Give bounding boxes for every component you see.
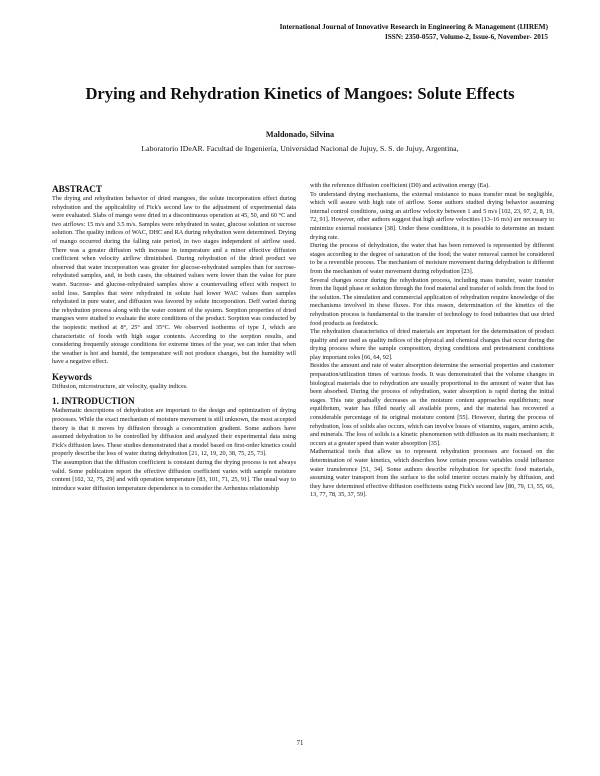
abstract-text: The drying and rehydration behavior of dried mangoes, the solute incorporation effect during rehydration and the applicability of Fick's second law to the adjustment of experimental data were evaluated. Slabs of mango were dried in a discontinuous operation at 45, 50, and 60 °C and two airflows: 15 m/s and 3.5 m/s. Samples were rehydrated in water, glucose solution or sucrose solution. The quality indices of WAC, DHC and RA during rehydration were determined. Drying of mango occurred during the falling rate period, in two stages independent of airflow used. There was a greater diffusion with increase in temperature and a minor effective diffusion coefficient when velocity airflow diminished. During rehydration of the dried product we observed that water incorporation was greater for glucose-rehydrated samples than for sucrose-rehydrated samples, and, in both cases, the obtained values were lower than the value for pure water. Sucrose- and glucose-rehydrated samples show a countervailing effect with respect to solid loss. Samples that were rehydrated in solute had lower WAC values than samples rehydrated in pure water, and diffusion was favored by solute incorporation. Deff varied during the rehydration process along with the water content of the system. Sorption properties of dried mangoes were studied to evaluate the store conditions of the product. Sorption was conducted by the isopiestic method at 8°, 25° and 35°C. We observed isotherms of type J, which are characteristic of foods with high sugar contents. According to the sorption results, and considering frequently storage conditions for extreme times of the year, we can infer that when the weather is hot and humid, the temperature will not produce changes, but the humidity will have a negative effect. xyxy=(52,195,296,366)
left-column xyxy=(52,184,296,493)
paper-title: Drying and Rehydration Kinetics of Mangoes: Solute Effects xyxy=(85,84,515,103)
body-paragraph: Several changes occur during the rehydration process, including mass transfer, water transfer from the liquid phase or solution through the food material and transfer of solids from the food to the solution. The simulation and commercial application of rehydration require knowledge of the mechanisms involved in these fluxes. For this reason, determination of the kinetics of the rehydration process is fundamental to the transfer of technology to food industries that use dried food products as feedstock. xyxy=(310,276,554,327)
body-paragraph: During the process of dehydration, the water that has been removed is represented by different stages according to the degree of saturation of the food; the water removal cannot be considered to be a reversible process. The mechanism of moisture movement during dehydration is different from the mechanism of water movement during rehydration [23]. xyxy=(310,242,554,275)
body-paragraph: To understand drying mechanisms, the external resistance to mass transfer must be negligible, which will assure with high rate of airflow. Some authors studied drying behavior assuming internal control conditions, using an airflow velocity between 1 and 5 m/s [102, 23, 97, 2, 8, 19, 72, 91]. However, other authors suggest that high airflow velocities (13–16 m/s) are necessary to minimize external resistance [38]. Under these conditions, it is possible to determine an instant drying rate. xyxy=(310,190,554,241)
journal-name: International Journal of Innovative Research in Engineering & Management (IJIREM) xyxy=(279,23,548,31)
keywords-text: Diffusion, microstructure, air velocity, quality indices. xyxy=(52,382,188,390)
introduction-paragraph: The assumption that the diffusion coefficient is constant during the drying process is not always valid. Some publication report the effective diffusion coefficient varies with sample moisture content [102, 32, 75, 29] and with operation temperature [83, 101, 71, 25, 91]. The usual way to introduce water diffusion temperature dependence is to consider the Arrhenius relationship xyxy=(52,459,296,492)
page-number: 71 xyxy=(296,740,304,747)
abstract-heading: ABSTRACT xyxy=(52,184,103,194)
journal-issn: ISSN: 2350-0557, Volume-2, Issue-6, November- 2015 xyxy=(384,33,548,41)
journal-header xyxy=(280,22,548,42)
right-column xyxy=(310,182,554,500)
body-paragraph: with the reference diffusion coefficient (D0) and activation energy (Ea). xyxy=(310,182,490,189)
body-paragraph: Besides the amount and rate of water absorption determine the sensorial properties and customer preparation/utilization times of various foods. It was demonstrated that the volume changes in biological materials due to rehydration are usually proportional to the amount of water that has been absorbed. During the process of rehydration, water absorption is rapid during the initial stages. This rate gradually decreases as the moisture content approaches equilibrium; near equilibrium, water has filled nearly all available pores, and the material has recovered a considerable percentage of its original moisture content [55]. However, during the process of rehydration, loss of solids also occurs, which can involve losses of vitamins, sugars, amino acids, and minerals. The loss of solids is a kinetic phenomenon with diffusion as its main mechanism; it occurs at a greater speed than water absorption [35]. xyxy=(310,362,554,447)
author-affiliation: Laboratorio IDeAR. Facultad de Ingeniería, Universidad Nacional de Jujuy, S. S. de Jujuy, Argentina, xyxy=(141,144,459,153)
body-paragraph: Mathematical tools that allow us to represent rehydration processes are focused on the determination of water kinetics, which describes how certain process variables could influence water transference [51, 34]. Some authors describe rehydration for specific food materials, assuming water transport from the surface to the solid interior occurs mainly by diffusion, and they have determined effective diffusion coefficients using Fick's second law [80, 79, 13, 55, 66, 13, 77, 78, 35, 37, 59]. xyxy=(310,448,554,499)
author-name: Maldonado, Silvina xyxy=(265,130,335,139)
introduction-paragraph: Mathematic descriptions of dehydration are important to the design and optimization of drying processes. While the exact mechanism of moisture movement is still unknown, the most accepted theory is that it moves by diffusion through a concentration gradient. Some authors have assumed dehydration to be controlled by diffusion and analyzed their experimental data using Fick's diffusion laws. These studies demonstrated that a model based on first-order kinetics could properly describe the loss of water during dehydration [21, 12, 19, 20, 38, 75, 25, 73]. xyxy=(52,407,296,458)
introduction-heading: 1. INTRODUCTION xyxy=(52,396,135,407)
keywords-heading: Keywords xyxy=(52,371,92,382)
body-paragraph: The rehydration characteristics of dried materials are important for the determination of product quality and are used as quality indices of the physical and chemical changes that occur during the drying process where the sample composition, drying conditions and pretreatment conditions play important roles [66, 64, 92]. xyxy=(310,328,554,361)
